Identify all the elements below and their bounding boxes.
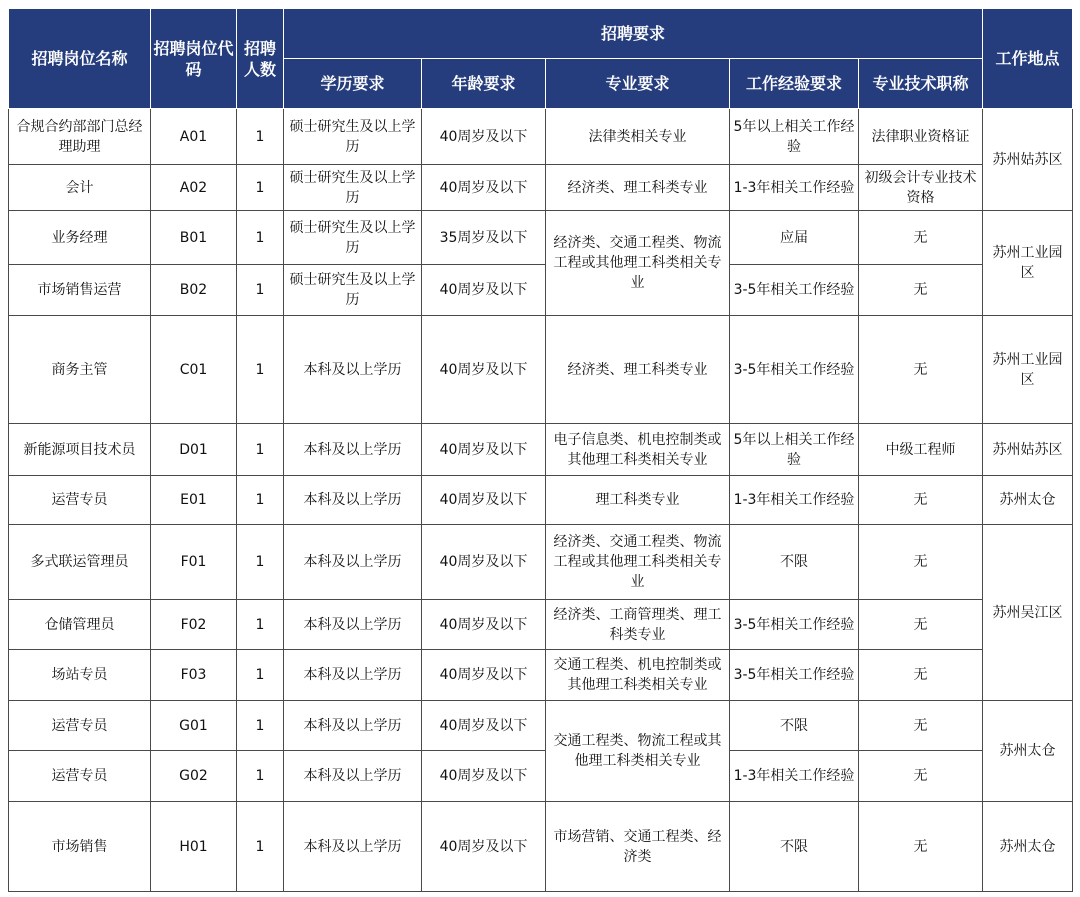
cell-position-code: A01: [151, 109, 237, 165]
cell-position-name: 业务经理: [9, 211, 151, 265]
cell-education: 硕士研究生及以上学历: [284, 165, 422, 211]
table-row: [9, 265, 1073, 316]
cell-position-code: A02: [151, 165, 237, 211]
cell-title: 中级工程师: [859, 424, 983, 476]
header-position-code: 招聘岗位代码: [151, 9, 237, 109]
cell-position-code: F03: [151, 650, 237, 701]
cell-education: 硕士研究生及以上学历: [284, 211, 422, 265]
table-row: [9, 109, 1073, 165]
table-header: [9, 9, 1073, 109]
cell-major: 经济类、理工科类专业: [546, 165, 730, 211]
cell-position-name: 运营专员: [9, 476, 151, 525]
cell-experience: 不限: [730, 802, 859, 892]
cell-position-code: B01: [151, 211, 237, 265]
cell-experience: 3-5年相关工作经验: [730, 265, 859, 316]
cell-age: 40周岁及以下: [422, 424, 546, 476]
cell-experience: 5年以上相关工作经验: [730, 424, 859, 476]
cell-location: 苏州姑苏区: [983, 424, 1073, 476]
cell-location: 苏州姑苏区: [983, 109, 1073, 211]
cell-education: 本科及以上学历: [284, 424, 422, 476]
cell-education: 硕士研究生及以上学历: [284, 265, 422, 316]
cell-position-name: 多式联运管理员: [9, 525, 151, 600]
table-row: [9, 476, 1073, 525]
cell-age: 40周岁及以下: [422, 650, 546, 701]
cell-education: 本科及以上学历: [284, 525, 422, 600]
cell-title: 无: [859, 751, 983, 802]
table-row: [9, 525, 1073, 600]
header-education: 学历要求: [284, 59, 422, 109]
cell-headcount: 1: [237, 802, 284, 892]
cell-headcount: 1: [237, 211, 284, 265]
cell-age: 40周岁及以下: [422, 316, 546, 424]
cell-position-name: 新能源项目技术员: [9, 424, 151, 476]
cell-position-code: D01: [151, 424, 237, 476]
cell-major: 交通工程类、机电控制类或其他理工科类相关专业: [546, 650, 730, 701]
header-title: 专业技术职称: [859, 59, 983, 109]
cell-education: 本科及以上学历: [284, 316, 422, 424]
cell-major: 交通工程类、物流工程或其他理工科类相关专业: [546, 701, 730, 802]
header-location: 工作地点: [983, 9, 1073, 109]
cell-position-name: 合规合约部部门总经理助理: [9, 109, 151, 165]
cell-experience: 3-5年相关工作经验: [730, 650, 859, 701]
cell-position-code: F01: [151, 525, 237, 600]
cell-education: 本科及以上学历: [284, 701, 422, 751]
cell-age: 40周岁及以下: [422, 751, 546, 802]
cell-age: 40周岁及以下: [422, 802, 546, 892]
cell-position-name: 市场销售运营: [9, 265, 151, 316]
cell-position-name: 运营专员: [9, 701, 151, 751]
cell-age: 35周岁及以下: [422, 211, 546, 265]
cell-title: 无: [859, 600, 983, 650]
cell-position-code: B02: [151, 265, 237, 316]
cell-major: 理工科类专业: [546, 476, 730, 525]
cell-age: 40周岁及以下: [422, 701, 546, 751]
cell-age: 40周岁及以下: [422, 109, 546, 165]
cell-headcount: 1: [237, 316, 284, 424]
cell-education: 本科及以上学历: [284, 476, 422, 525]
cell-age: 40周岁及以下: [422, 265, 546, 316]
cell-age: 40周岁及以下: [422, 525, 546, 600]
cell-location: 苏州太仓: [983, 701, 1073, 802]
cell-location: 苏州太仓: [983, 802, 1073, 892]
cell-location: 苏州太仓: [983, 476, 1073, 525]
cell-title: 无: [859, 525, 983, 600]
cell-title: 无: [859, 476, 983, 525]
cell-headcount: 1: [237, 265, 284, 316]
header-age: 年龄要求: [422, 59, 546, 109]
cell-education: 本科及以上学历: [284, 802, 422, 892]
cell-headcount: 1: [237, 650, 284, 701]
header-requirements: 招聘要求: [284, 9, 983, 59]
cell-experience: 5年以上相关工作经验: [730, 109, 859, 165]
table-body: [9, 109, 1073, 892]
cell-experience: 不限: [730, 701, 859, 751]
cell-experience: 不限: [730, 525, 859, 600]
cell-experience: 3-5年相关工作经验: [730, 600, 859, 650]
cell-headcount: 1: [237, 476, 284, 525]
table-row: [9, 316, 1073, 424]
header-experience: 工作经验要求: [730, 59, 859, 109]
cell-headcount: 1: [237, 424, 284, 476]
cell-major: 经济类、交通工程类、物流工程或其他理工科类相关专业: [546, 211, 730, 316]
cell-education: 本科及以上学历: [284, 600, 422, 650]
cell-major: 法律类相关专业: [546, 109, 730, 165]
cell-position-name: 商务主管: [9, 316, 151, 424]
table-row: [9, 802, 1073, 892]
cell-experience: 1-3年相关工作经验: [730, 165, 859, 211]
cell-headcount: 1: [237, 165, 284, 211]
cell-position-code: G01: [151, 701, 237, 751]
cell-age: 40周岁及以下: [422, 165, 546, 211]
cell-experience: 1-3年相关工作经验: [730, 751, 859, 802]
cell-position-code: E01: [151, 476, 237, 525]
table-row: [9, 424, 1073, 476]
cell-education: 本科及以上学历: [284, 650, 422, 701]
cell-headcount: 1: [237, 701, 284, 751]
cell-title: 初级会计专业技术资格: [859, 165, 983, 211]
cell-title: 无: [859, 211, 983, 265]
table-row: [9, 165, 1073, 211]
cell-experience: 应届: [730, 211, 859, 265]
cell-experience: 1-3年相关工作经验: [730, 476, 859, 525]
cell-title: 无: [859, 701, 983, 751]
cell-headcount: 1: [237, 751, 284, 802]
cell-experience: 3-5年相关工作经验: [730, 316, 859, 424]
cell-headcount: 1: [237, 525, 284, 600]
cell-location: 苏州吴江区: [983, 525, 1073, 701]
table-row: [9, 600, 1073, 650]
cell-title: 无: [859, 265, 983, 316]
table-row: [9, 701, 1073, 751]
cell-position-code: G02: [151, 751, 237, 802]
cell-title: 无: [859, 316, 983, 424]
cell-headcount: 1: [237, 109, 284, 165]
table-row: [9, 211, 1073, 265]
cell-position-name: 会计: [9, 165, 151, 211]
cell-position-code: H01: [151, 802, 237, 892]
cell-education: 本科及以上学历: [284, 751, 422, 802]
cell-position-code: C01: [151, 316, 237, 424]
cell-location: 苏州工业园区: [983, 211, 1073, 316]
cell-age: 40周岁及以下: [422, 600, 546, 650]
cell-position-name: 仓储管理员: [9, 600, 151, 650]
cell-major: 经济类、工商管理类、理工科类专业: [546, 600, 730, 650]
recruitment-table: [8, 8, 1073, 892]
cell-headcount: 1: [237, 600, 284, 650]
cell-major: 市场营销、交通工程类、经济类: [546, 802, 730, 892]
cell-title: 无: [859, 802, 983, 892]
cell-position-name: 市场销售: [9, 802, 151, 892]
cell-title: 法律职业资格证: [859, 109, 983, 165]
header-major: 专业要求: [546, 59, 730, 109]
cell-major: 经济类、交通工程类、物流工程或其他理工科类相关专业: [546, 525, 730, 600]
cell-location: 苏州工业园区: [983, 316, 1073, 424]
header-position-name: 招聘岗位名称: [9, 9, 151, 109]
cell-title: 无: [859, 650, 983, 701]
cell-position-code: F02: [151, 600, 237, 650]
table-row: [9, 751, 1073, 802]
table-row: [9, 650, 1073, 701]
cell-age: 40周岁及以下: [422, 476, 546, 525]
cell-major: 电子信息类、机电控制类或其他理工科类相关专业: [546, 424, 730, 476]
cell-major: 经济类、理工科类专业: [546, 316, 730, 424]
cell-education: 硕士研究生及以上学历: [284, 109, 422, 165]
header-headcount: 招聘人数: [237, 9, 284, 109]
cell-position-name: 场站专员: [9, 650, 151, 701]
recruitment-table-container: [8, 8, 1073, 892]
cell-position-name: 运营专员: [9, 751, 151, 802]
